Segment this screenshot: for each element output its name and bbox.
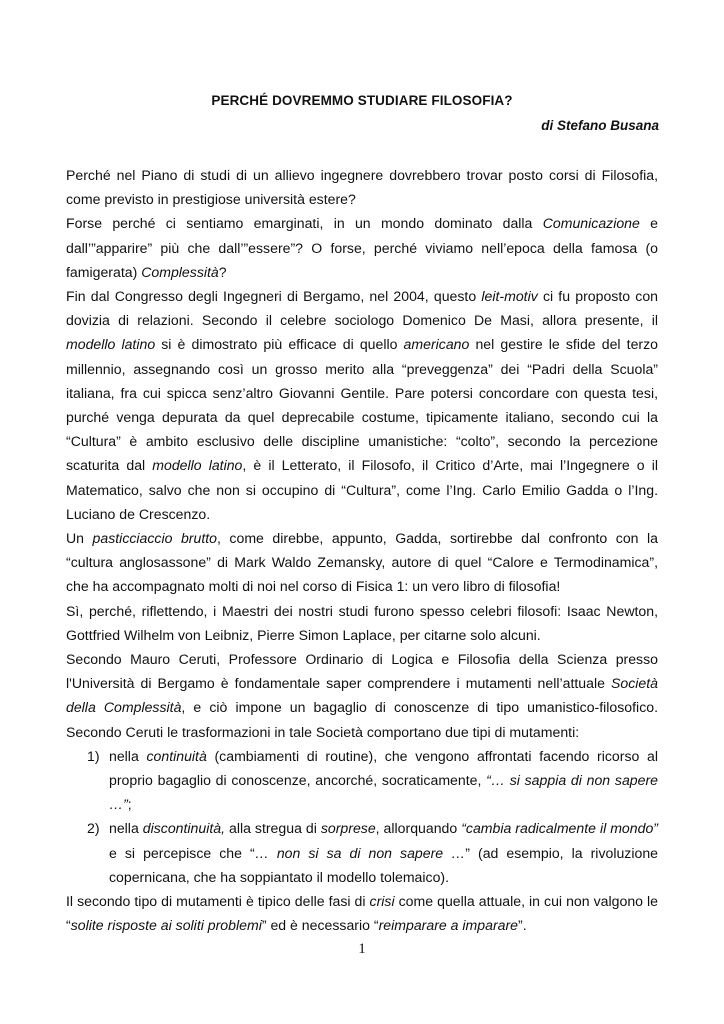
text-span: ” (ad esempio, la rivoluzione copernicana, che ha soppiantato il modello tolemaico). — [109, 844, 658, 885]
italic-span: … non si sa di non sapere … — [254, 844, 466, 861]
text-span: ; — [127, 796, 132, 813]
page-number: 1 — [358, 941, 366, 957]
paragraph-1 — [66, 163, 658, 211]
italic-span: solite risposte ai soliti problemi — [70, 917, 262, 934]
text-span: , come direbbe, appunto, Gadda, sortirebbe dal confronto con la “cultura anglosassone” di Mark Waldo Zemansky, autore di quel “Calore e Termodinamica”, che ha accompagnato molti di noi nel corso di Fisica 1: un vero libro di filosofia! — [66, 530, 658, 595]
text-span: alla stregua di — [225, 820, 321, 837]
text-span: ci fu proposto con dovizia di relazioni. Secondo il celebre sociologo Domenico De Masi, allora presente, il — [66, 288, 658, 329]
paragraph-5 — [66, 599, 658, 647]
text-span: , è il Letterato, il Filosofo, il Critico d’Arte, mai l’Ingegnere o il Matematico, salvo che non si occupino di “Cultura”, come l’Ing. Carlo Emilio Gadda o l’Ing. Luciano de Crescenzo. — [66, 457, 658, 522]
paragraph-2 — [66, 211, 658, 284]
italic-span: discontinuità, — [142, 820, 226, 837]
italic-span: Comunicazione — [542, 215, 640, 232]
italic-span: Società della Complessità — [66, 675, 658, 716]
text-span: ” ed è necessario “ — [261, 917, 379, 934]
italic-span: sorprese — [320, 820, 376, 837]
paragraph-4 — [66, 526, 658, 599]
text-span: nella — [109, 820, 143, 837]
author-line: di Stefano Busana — [541, 118, 659, 133]
italic-span: Complessità — [141, 263, 219, 280]
italic-span: continuità — [146, 747, 207, 764]
italic-span: reimparare a imparare — [378, 917, 519, 934]
mutations-list — [66, 744, 658, 889]
text-span: , e ciò impone un bagaglio di conoscenze di tipo umanistico-filosofico. Secondo Ceruti le trasformazioni in tale Società comportano due tipi di mutamenti: — [66, 699, 658, 740]
list-item — [66, 744, 658, 817]
text-span: si è dimostrato più efficace di quello — [155, 336, 404, 353]
paragraph-7 — [66, 889, 658, 937]
text-span: e si percepisce che “ — [109, 844, 255, 861]
text-span: e dall’”apparire” più che dall’”essere”? O forse, perché viviamo nell’epoca della famosa (o famigerata) — [66, 215, 658, 280]
document-title: PERCHÉ DOVREMMO STUDIARE FILOSOFIA? — [211, 93, 513, 108]
text-span: ”. — [518, 917, 527, 934]
text-span: Un — [66, 530, 93, 547]
text-span: (cambiamenti di routine), che vengono affrontati facendo ricorso al proprio bagaglio di conoscenze, ancorché, socraticamente, — [109, 747, 658, 789]
italic-span: “cambia radicalmente il mondo” — [461, 820, 658, 837]
text-span: nel gestire le sfide del terzo millennio, assegnando così un grosso merito alla “preveggenza” dei “Padri della Scuola” italiana, fra cui spicca senz’altro Giovanni Gentile. Pare potersi concordare con questa tesi, purché venga depurata da quel deprecabile costume, tipicamente italiano, secondo cui la “Cultura” è ambito esclusivo delle discipline umanistiche: “colto”, secondo la percezione scaturita dal — [66, 336, 658, 474]
text-span: Fin dal Congresso degli Ingegneri di Bergamo, nel 2004, questo — [66, 288, 482, 305]
paragraph-3 — [66, 284, 658, 526]
list-item — [66, 816, 658, 889]
italic-span: leit-motiv — [481, 288, 538, 305]
list-number: 1) — [87, 747, 100, 764]
list-number: 2) — [87, 820, 100, 837]
text-span: Sì, perché, riflettendo, i Maestri dei nostri studi furono spesso celebri filosofi: Isaac Newton, Gottfried Wilhelm von Leibniz, Pierre Simon Laplace, per citarne solo alcuni. — [66, 602, 658, 643]
italic-span: pasticciaccio brutto — [92, 530, 217, 547]
text-span: Forse perché ci sentiamo emarginati, in un mondo dominato dalla — [66, 215, 543, 232]
italic-span: crisi — [369, 893, 395, 910]
text-span: Il secondo tipo di mutamenti è tipico delle fasi di — [66, 893, 370, 910]
text-span: nella — [109, 747, 147, 764]
italic-span: “… si sappia di non sapere …” — [109, 772, 658, 813]
text-span: come quella attuale, in cui non valgono le “ — [66, 893, 658, 934]
text-span: , allorquando — [375, 820, 462, 837]
italic-span: modello latino — [66, 336, 156, 353]
text-span: Perché nel Piano di studi di un allievo ingegnere dovrebbero trovar posto corsi di Filosofia, come previsto in prestigiose università estere? — [66, 167, 658, 208]
italic-span: americano — [403, 336, 470, 353]
document-body — [66, 163, 658, 938]
text-span: ? — [218, 263, 227, 280]
italic-span: modello latino — [152, 457, 243, 474]
text-span: Secondo Mauro Ceruti, Professore Ordinario di Logica e Filosofia della Scienza presso l'Università di Bergamo è fondamentale saper comprendere i mutamenti nell’attuale — [66, 651, 658, 692]
paragraph-6 — [66, 647, 658, 744]
